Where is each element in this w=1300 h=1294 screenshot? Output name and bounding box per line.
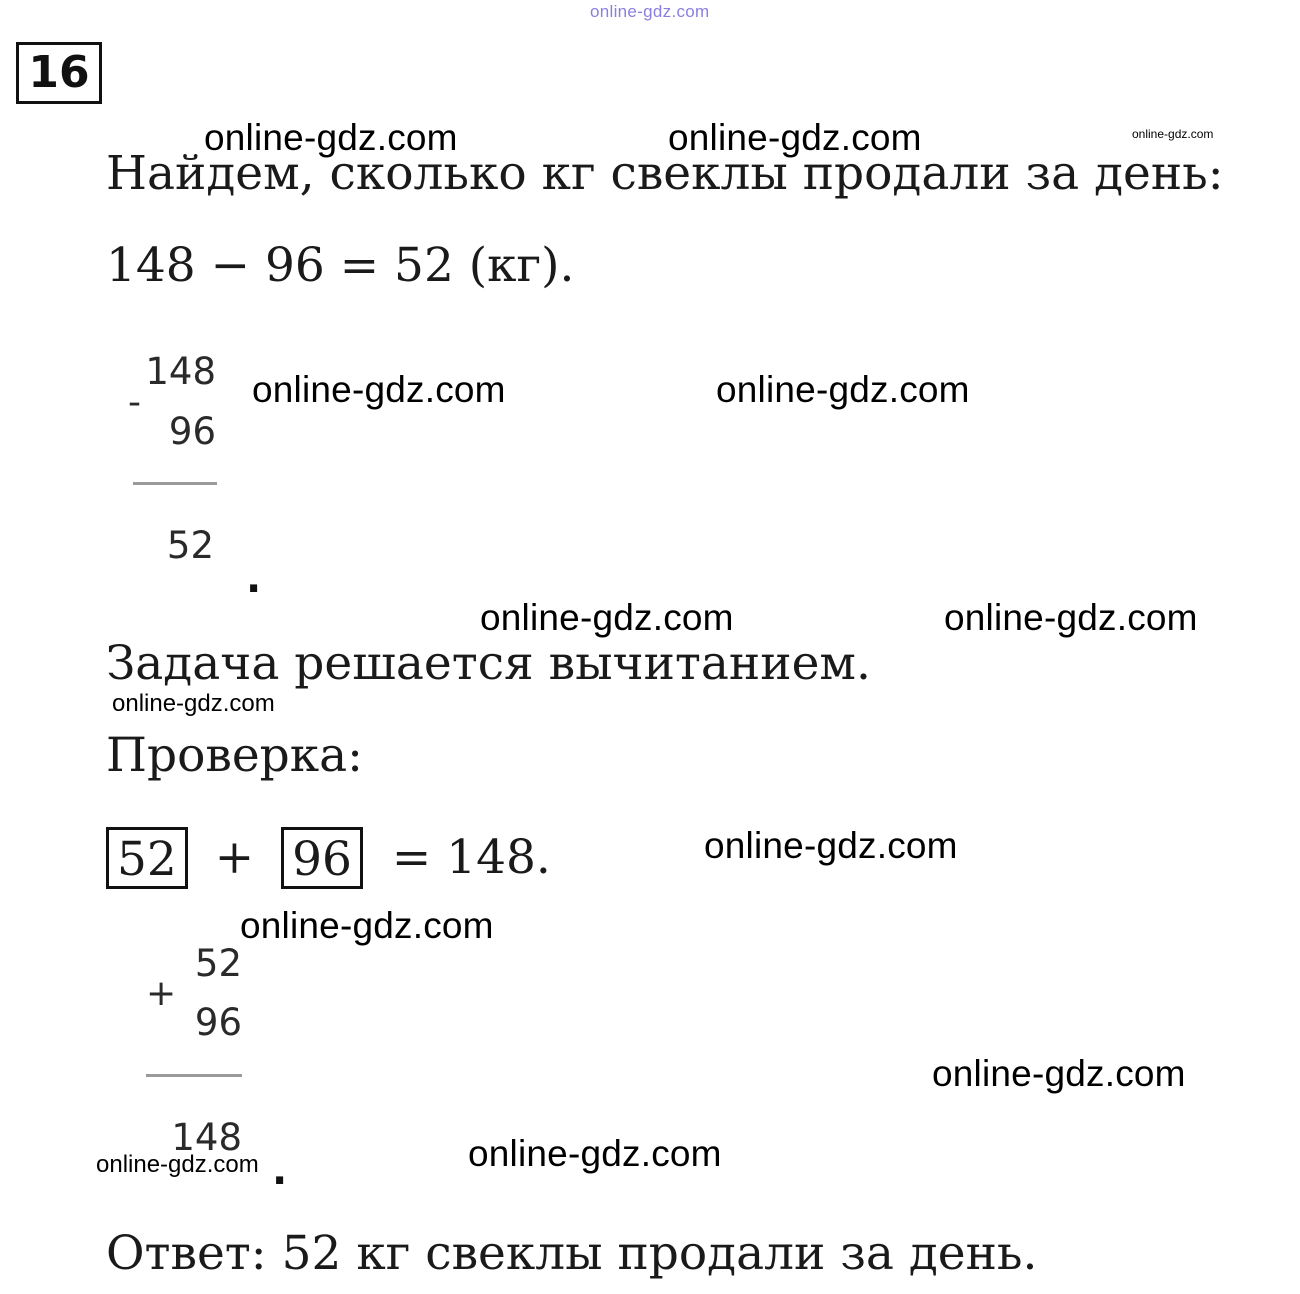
problem-number-box: 16: [16, 42, 102, 104]
watermark: online-gdz.com: [704, 825, 958, 866]
watermark: online-gdz.com: [252, 369, 506, 410]
addition-sign: +: [146, 973, 177, 1014]
check-box-second: 96: [281, 827, 363, 889]
watermark: online-gdz.com: [468, 1133, 722, 1174]
watermark: online-gdz.com: [112, 690, 275, 717]
watermark: online-gdz.com: [944, 597, 1198, 638]
subtraction-minuend: 148: [145, 350, 216, 393]
watermark: online-gdz.com: [240, 905, 494, 946]
addition-addend2: 96: [194, 1001, 242, 1044]
subtraction-rule: [133, 482, 217, 485]
check-equation: [106, 822, 551, 891]
subtraction-subtrahend: 96: [168, 410, 216, 453]
check-box-first: 52: [106, 827, 188, 889]
watermark: online-gdz.com: [96, 1151, 259, 1178]
watermark: online-gdz.com: [932, 1053, 1186, 1094]
intro-text: Найдем, сколько кг свеклы продали за день:: [106, 146, 1224, 201]
subtraction-result: 52: [166, 524, 214, 567]
check-plus: +: [214, 830, 255, 885]
method-text: Задача решается вычитанием.: [106, 636, 871, 691]
equation-text: 148 − 96 = 52 (кг).: [106, 238, 575, 293]
subtraction-sign: -: [128, 382, 141, 423]
addition-rule: [146, 1074, 242, 1077]
subtraction-end-mark: .: [246, 556, 262, 602]
watermark: online-gdz.com: [204, 117, 458, 158]
watermark-top: online-gdz.com: [590, 2, 710, 21]
addition-addend1: 52: [194, 942, 242, 985]
check-label: Проверка:: [106, 728, 363, 783]
check-rest: = 148.: [391, 830, 551, 885]
addition-end-mark: .: [272, 1148, 288, 1194]
watermark: online-gdz.com: [668, 117, 922, 158]
watermark: online-gdz.com: [1132, 127, 1214, 141]
addition-result: 148: [171, 1116, 242, 1159]
watermark: online-gdz.com: [716, 369, 970, 410]
watermark: online-gdz.com: [480, 597, 734, 638]
answer-text: Ответ: 52 кг свеклы продали за день.: [106, 1226, 1038, 1281]
